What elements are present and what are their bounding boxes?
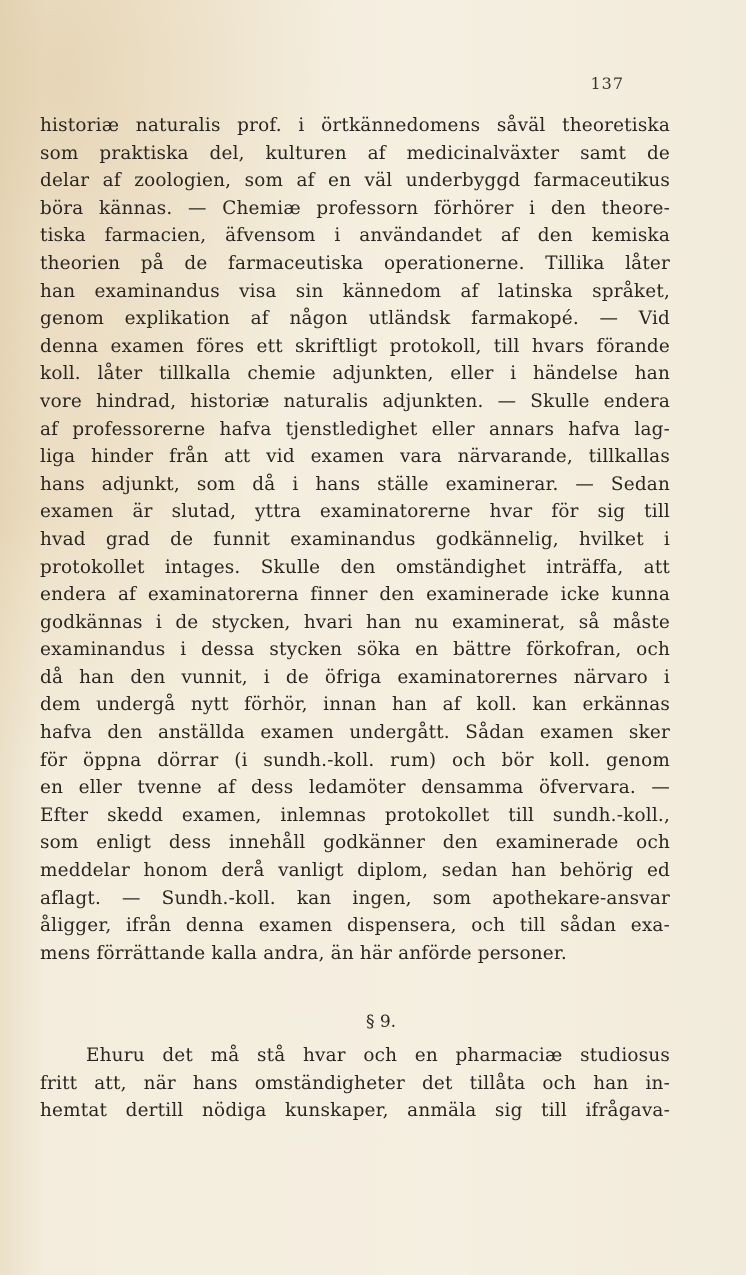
text-line: godkännas i de stycken, hvari han nu examinerat, så måste: [40, 611, 670, 633]
text-line: protokollet intages. Skulle den omständighet inträffa, att: [40, 556, 670, 578]
text-line: endera af examinatorerna finner den examinerade icke kunna: [40, 584, 670, 606]
text-line: då han den vunnit, i de öfriga examinatorernes närvaro i: [40, 666, 670, 688]
text-line: hafva den anställda examen undergått. Sådan examen sker: [40, 722, 670, 744]
text-line: theorien på de farmaceutiska operationerne. Tillika låter: [40, 252, 670, 274]
text-line: delar af zoologien, som af en väl underbyggd farmaceutikus: [40, 170, 670, 192]
text-line: för öppna dörrar (i sundh.-koll. rum) och bör koll. genom: [40, 749, 670, 771]
text-line: Ehuru det må stå hvar och en pharmaciæ studiosus: [86, 1045, 670, 1066]
text-line: en eller tvenne af dess ledamöter densamma öfvervara. —: [40, 777, 670, 799]
text-line: som enligt dess innehåll godkänner den examinerade och: [40, 832, 670, 854]
text-line: hvad grad de funnit examinandus godkännelig, hvilket i: [40, 528, 670, 550]
text-line: Efter skedd examen, inlemnas protokollet till sundh.-koll.,: [40, 804, 670, 826]
text-line: åligger, ifrån denna examen dispensera, och till sådan exa-: [40, 915, 670, 937]
text-line: tiska farmacien, äfvensom i användandet af den kemiska: [40, 225, 670, 247]
text-line: genom explikation af någon utländsk farmakopé. — Vid: [40, 308, 670, 330]
text-line: examinandus i dessa stycken söka en bättre förkofran, och: [40, 639, 670, 661]
section-heading: § 9.: [365, 1012, 397, 1032]
text-line: examen är slutad, yttra examinatorerne hvar för sig till: [40, 501, 670, 523]
text-line: han examinandus visa sin kännedom af latinska språket,: [40, 280, 670, 302]
paragraph-2: [40, 1042, 670, 1125]
text-line: aflagt. — Sundh.-koll. kan ingen, som apothekare-ansvar: [40, 887, 670, 909]
text-line: dem undergå nytt förhör, innan han af koll. kan erkännas: [40, 694, 670, 716]
text-line: mens förrättande kalla andra, än här anförde personer.: [40, 942, 567, 964]
text-line: meddelar honom derå vanligt diplom, sedan han behörig ed: [40, 860, 670, 882]
text-line: liga hinder från att vid examen vara närvarande, tillkallas: [40, 446, 670, 468]
text-line: hemtat dertill nödiga kunskaper, anmäla sig till ifrågava-: [40, 1100, 670, 1122]
text-line: vore hindrad, historiæ naturalis adjunkten. — Skulle endera: [40, 390, 670, 412]
text-line: denna examen föres ett skriftligt protokoll, till hvars förande: [40, 335, 670, 357]
text-line: hans adjunkt, som då i hans ställe examinerar. — Sedan: [40, 473, 670, 495]
paragraph-1: [40, 112, 670, 967]
page-number: 137: [590, 74, 624, 93]
text-line: af professorerne hafva tjenstledighet eller annars hafva lag-: [40, 418, 670, 440]
text-line: böra kännas. — Chemiæ professorn förhörer i den theore-: [40, 197, 670, 219]
text-line: som praktiska del, kulturen af medicinalväxter samt de: [40, 142, 670, 164]
text-line: koll. låter tillkalla chemie adjunkten, eller i händelse han: [40, 363, 670, 385]
text-line: historiæ naturalis prof. i örtkännedomens såväl theoretiska: [40, 115, 670, 136]
text-line: fritt att, när hans omständigheter det tillåta och han in-: [40, 1072, 670, 1094]
